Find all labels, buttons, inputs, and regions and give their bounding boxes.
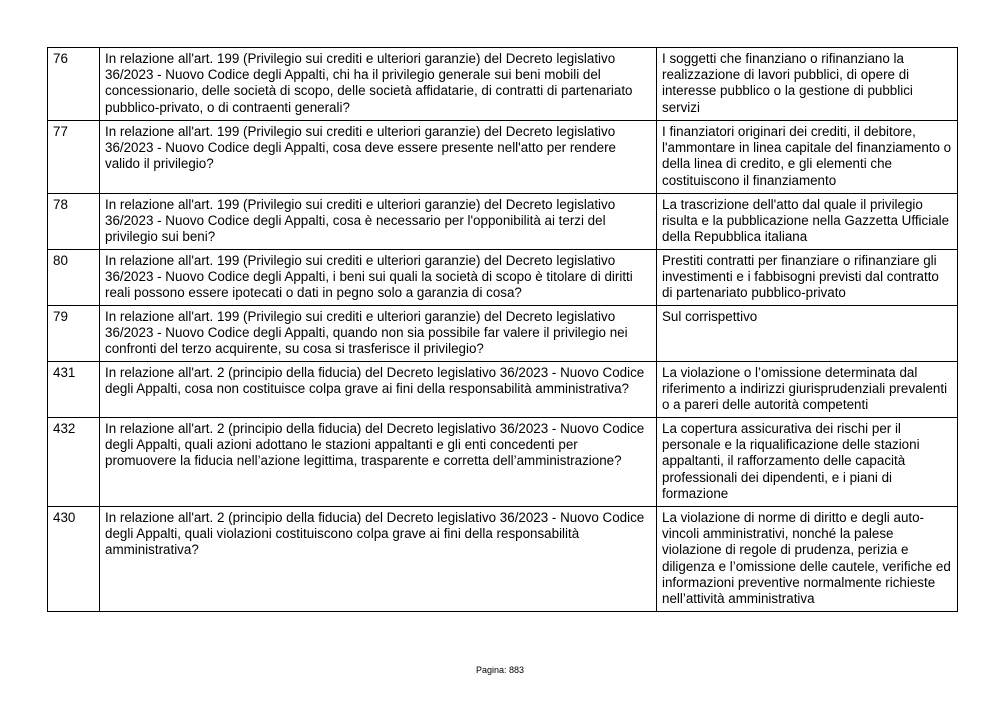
- question-text: In relazione all'art. 2 (principio della fiducia) del Decreto legislativo 36/2023 - Nuovo Codice degli Appalti, quali azioni adottano le stazioni appaltanti e gli enti concedenti per promuovere la fiducia nell’azione legittima, trasparente e corretta dell’amministrazione?: [100, 418, 657, 507]
- question-text: In relazione all'art. 2 (principio della fiducia) del Decreto legislativo 36/2023 - Nuovo Codice degli Appalti, cosa non costituisce colpa grave ai fini della responsabilità amministrativa?: [100, 362, 657, 418]
- table-row: [48, 250, 958, 306]
- question-text: In relazione all'art. 199 (Privilegio sui crediti e ulteriori garanzie) del Decreto legislativo 36/2023 - Nuovo Codice degli Appalti, chi ha il privilegio generale sui beni mobili del concessionario, delle società di scopo, delle società affidatarie, di contratti di partenariato pubblico-privato, o di contraenti generali?: [100, 48, 657, 121]
- question-text: In relazione all'art. 199 (Privilegio sui crediti e ulteriori garanzie) del Decreto legislativo 36/2023 - Nuovo Codice degli Appalti, cosa è necessario per l'opponibilità ai terzi del privilegio sui beni?: [100, 194, 657, 250]
- question-text: In relazione all'art. 199 (Privilegio sui crediti e ulteriori garanzie) del Decreto legislativo 36/2023 - Nuovo Codice degli Appalti, cosa deve essere presente nell'atto per rendere valido il privilegio?: [100, 121, 657, 194]
- question-number: 77: [48, 121, 100, 194]
- answer-text: I soggetti che finanziano o rifinanziano la realizzazione di lavori pubblici, di opere di interesse pubblico o la gestione di pubblici servizi: [657, 48, 958, 121]
- questions-table: [47, 47, 958, 612]
- answer-text: I finanziatori originari dei crediti, il debitore, l'ammontare in linea capitale del finanziamento o della linea di credito, e gli elementi che costituiscono il finanziamento: [657, 121, 958, 194]
- table-row: [48, 194, 958, 250]
- table-row: [48, 507, 958, 612]
- question-number: 432: [48, 418, 100, 507]
- answer-text: La violazione di norme di diritto e degli auto-vincoli amministrativi, nonché la palese violazione di regole di prudenza, perizia e diligenza e l’omissione delle cautele, verifiche ed informazioni preventive normalmente richieste nell’attività amministrativa: [657, 507, 958, 612]
- question-number: 78: [48, 194, 100, 250]
- page-number: Pagina: 883: [475, 665, 525, 675]
- answer-text: Sul corrispettivo: [657, 306, 958, 362]
- question-number: 80: [48, 250, 100, 306]
- table-row: [48, 362, 958, 418]
- answer-text: La violazione o l’omissione determinata dal riferimento a indirizzi giurisprudenziali prevalenti o a pareri delle autorità competenti: [657, 362, 958, 418]
- table-row: [48, 418, 958, 507]
- answer-text: La trascrizione dell'atto dal quale il privilegio risulta e la pubblicazione nella Gazzetta Ufficiale della Repubblica italiana: [657, 194, 958, 250]
- question-text: In relazione all'art. 199 (Privilegio sui crediti e ulteriori garanzie) del Decreto legislativo 36/2023 - Nuovo Codice degli Appalti, quando non sia possibile far valere il privilegio nei confronti del terzo acquirente, su cosa si trasferisce il privilegio?: [100, 306, 657, 362]
- question-number: 79: [48, 306, 100, 362]
- question-text: In relazione all'art. 2 (principio della fiducia) del Decreto legislativo 36/2023 - Nuovo Codice degli Appalti, quali violazioni costituiscono colpa grave ai fini della responsabilità amministrativa?: [100, 507, 657, 612]
- table-row: [48, 121, 958, 194]
- question-number: 76: [48, 48, 100, 121]
- table-row: [48, 48, 958, 121]
- answer-text: Prestiti contratti per finanziare o rifinanziare gli investimenti e i fabbisogni previsti dal contratto di partenariato pubblico-privato: [657, 250, 958, 306]
- question-number: 430: [48, 507, 100, 612]
- question-text: In relazione all'art. 199 (Privilegio sui crediti e ulteriori garanzie) del Decreto legislativo 36/2023 - Nuovo Codice degli Appalti, i beni sui quali la società di scopo è titolare di diritti reali possono essere ipotecati o dati in pegno solo a garanzia di cosa?: [100, 250, 657, 306]
- question-number: 431: [48, 362, 100, 418]
- answer-text: La copertura assicurativa dei rischi per il personale e la riqualificazione delle stazioni appaltanti, il rafforzamento delle capacità professionali dei dipendenti, e i piani di formazione: [657, 418, 958, 507]
- table-row: [48, 306, 958, 362]
